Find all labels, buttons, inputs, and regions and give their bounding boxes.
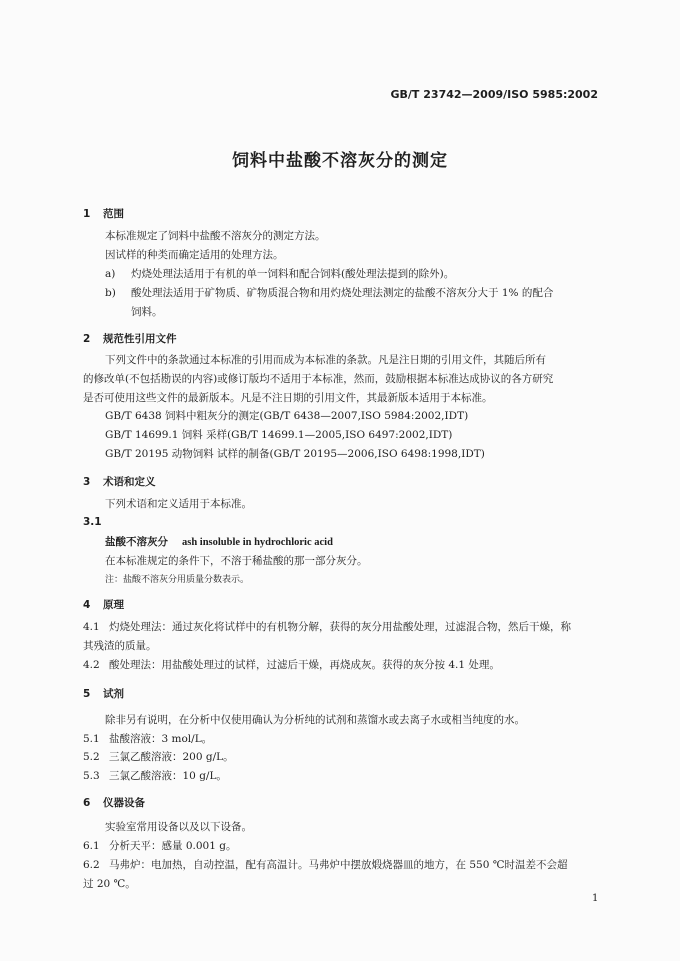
list-item-a: a) 灼烧处理法适用于有机的单一饲料和配合饲料(酸处理法提到的除外)。 (105, 268, 455, 280)
reference-item: GB/T 20195 动物饲料 试样的制备(GB/T 20195—2006,ISO 6498:1998,IDT) (105, 448, 485, 460)
section-heading-3: 3 术语和定义 (83, 476, 156, 488)
reference-item: GB/T 14699.1 饲料 采样(GB/T 14699.1—2005,ISO 6497:2002,IDT) (105, 429, 453, 441)
clause-6-2: 6.2 马弗炉：电加热，自动控温，配有高温计。马弗炉中摆放煅烧器皿的地方，在 550 ℃时温差不会超 (83, 859, 568, 871)
paragraph: 下列术语和定义适用于本标准。 (105, 498, 252, 510)
clause-6-2-cont: 过 20 ℃。 (83, 878, 136, 890)
clause-6-1: 6.1 分析天平：感量 0.001 g。 (83, 840, 237, 852)
term-definition: 在本标准规定的条件下，不溶于稀盐酸的那一部分灰分。 (105, 555, 368, 567)
term-note: 注：盐酸不溶灰分用质量分数表示。 (105, 575, 250, 585)
paragraph: 下列文件中的条款通过本标准的引用而成为本标准的条款。凡是注日期的引用文件，其随后所有 (105, 354, 546, 366)
clause-4-2: 4.2 酸处理法：用盐酸处理过的试样，过滤后干燥，再烧成灰。获得的灰分按 4.1 处理。 (83, 659, 500, 671)
paragraph: 是否可使用这些文件的最新版本。凡是不注日期的引用文件，其最新版本适用于本标准。 (83, 392, 493, 404)
list-item-b: b) 酸处理法适用于矿物质、矿物质混合物和用灼烧处理法测定的盐酸不溶灰分大于 1% 的配合 (105, 287, 554, 299)
clause-5-2: 5.2 三氯乙酸溶液：200 g/L。 (83, 751, 234, 763)
clause-4-1-cont: 其残渣的质量。 (83, 640, 157, 652)
list-item-b-cont: 饲料。 (131, 306, 163, 318)
section-heading-1: 1 范围 (83, 208, 124, 220)
clause-5-1: 5.1 盐酸溶液：3 mol/L。 (83, 733, 213, 745)
term-title: 盐酸不溶灰分 ash insoluble in hydrochloric acid (105, 536, 333, 548)
paragraph: 实验室常用设备以及以下设备。 (105, 821, 252, 833)
paragraph: 除非另有说明，在分析中仅使用确认为分析纯的试剂和蒸馏水或去离子水或相当纯度的水。 (105, 714, 525, 726)
paragraph: 本标准规定了饲料中盐酸不溶灰分的测定方法。 (105, 230, 326, 242)
section-heading-4: 4 原理 (83, 599, 124, 611)
term-number: 3.1 (83, 516, 102, 528)
paragraph: 的修改单(不包括勘误的内容)或修订版均不适用于本标准，然而，鼓励根据本标准达成协议的各方研究 (83, 373, 554, 385)
paragraph: 因试样的种类而确定适用的处理方法。 (105, 249, 284, 261)
clause-5-3: 5.3 三氯乙酸溶液：10 g/L。 (83, 770, 227, 782)
section-heading-2: 2 规范性引用文件 (83, 333, 177, 345)
page-number: 1 (592, 893, 599, 904)
section-heading-6: 6 仪器设备 (83, 797, 145, 809)
standard-code: GB/T 23742—2009/ISO 5985:2002 (390, 88, 598, 101)
clause-4-1: 4.1 灼烧处理法：通过灰化将试样中的有机物分解，获得的灰分用盐酸处理，过滤混合物，然后干燥，称 (83, 621, 571, 633)
reference-item: GB/T 6438 饲料中粗灰分的测定(GB/T 6438—2007,ISO 5984:2002,IDT) (105, 410, 469, 422)
page-title: 饲料中盐酸不溶灰分的测定 (232, 151, 448, 171)
section-heading-5: 5 试剂 (83, 688, 124, 700)
